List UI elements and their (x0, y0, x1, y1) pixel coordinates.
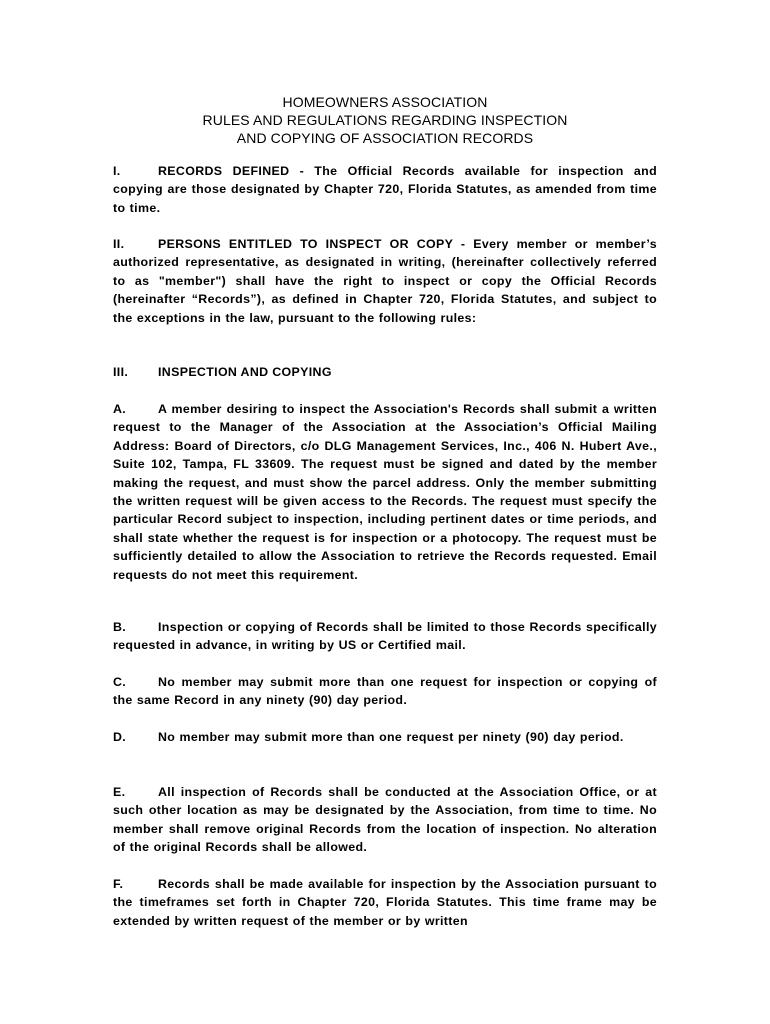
rule-text: Records shall be made available for inspection by the Association pursuant to the timeframes set forth in Chapter 720, Florida Statutes. This time frame may be extended by written request of the member or by written (113, 877, 657, 928)
section-persons-entitled (113, 235, 657, 327)
title-line-1: HOMEOWNERS ASSOCIATION (282, 94, 488, 110)
rule-c (113, 673, 657, 710)
rule-f (113, 875, 657, 930)
rule-label: A. (113, 402, 127, 416)
rule-label: C. (113, 675, 127, 689)
rule-label: F. (113, 877, 124, 891)
section-label: II. (113, 237, 125, 251)
section-heading: INSPECTION AND COPYING (158, 365, 332, 379)
section-records-defined (113, 162, 657, 217)
rule-text: No member may submit more than one request per ninety (90) day period. (158, 730, 624, 744)
rule-text: Inspection or copying of Records shall be limited to those Records specifically requested in advance, in writing by US or Certified mail. (113, 620, 657, 653)
rule-d (113, 728, 657, 746)
rule-label: E. (113, 785, 126, 799)
rule-e (113, 783, 657, 857)
title-line-2: RULES AND REGULATIONS REGARDING INSPECTION (202, 112, 568, 128)
section-inspection-copying (113, 363, 332, 381)
rule-b (113, 618, 657, 655)
rule-text: No member may submit more than one request for inspection or copying of the same Record in any ninety (90) day period. (113, 675, 657, 708)
rule-a (113, 400, 657, 584)
rule-text: All inspection of Records shall be conducted at the Association Office, or at such other location as may be designated by the Association, from time to time. No member shall remove original Records from the location of inspection. No alteration of the original Records shall be allowed. (113, 785, 657, 855)
rule-label: B. (113, 620, 127, 634)
title-line-3: AND COPYING OF ASSOCIATION RECORDS (236, 130, 534, 146)
rule-text: A member desiring to inspect the Association's Records shall submit a written request to the Manager of the Association at the Association’s Official Mailing Address: Board of Directors, c/o DLG Management Services, Inc., 406 N. Hubert Ave., Suite 102, Tampa, FL 33609. The request must be signed and dated by the member making the request, and must show the parcel address. Only the member submitting the written request will be given access to the Records. The request must specify the particular Record subject to inspection, including pertinent dates or time periods, and shall state whether the request is for inspection or a photocopy. The request must be sufficiently detailed to allow the Association to retrieve the Records requested. Email requests do not meet this requirement. (113, 402, 657, 582)
rule-label: D. (113, 730, 127, 744)
section-text: PERSONS ENTITLED TO INSPECT OR COPY - Every member or member’s authorized representative, as designated in writing, (hereinafter collectively referred to as "member") shall have the right to inspect or copy the Official Records (hereinafter “Records”), as defined in Chapter 720, Florida Statutes, and subject to the exceptions in the law, pursuant to the following rules: (113, 237, 657, 325)
section-text: RECORDS DEFINED - The Official Records available for inspection and copying are those designated by Chapter 720, Florida Statutes, as amended from time to time. (113, 164, 657, 215)
section-label: III. (113, 365, 129, 379)
section-label: I. (113, 164, 121, 178)
